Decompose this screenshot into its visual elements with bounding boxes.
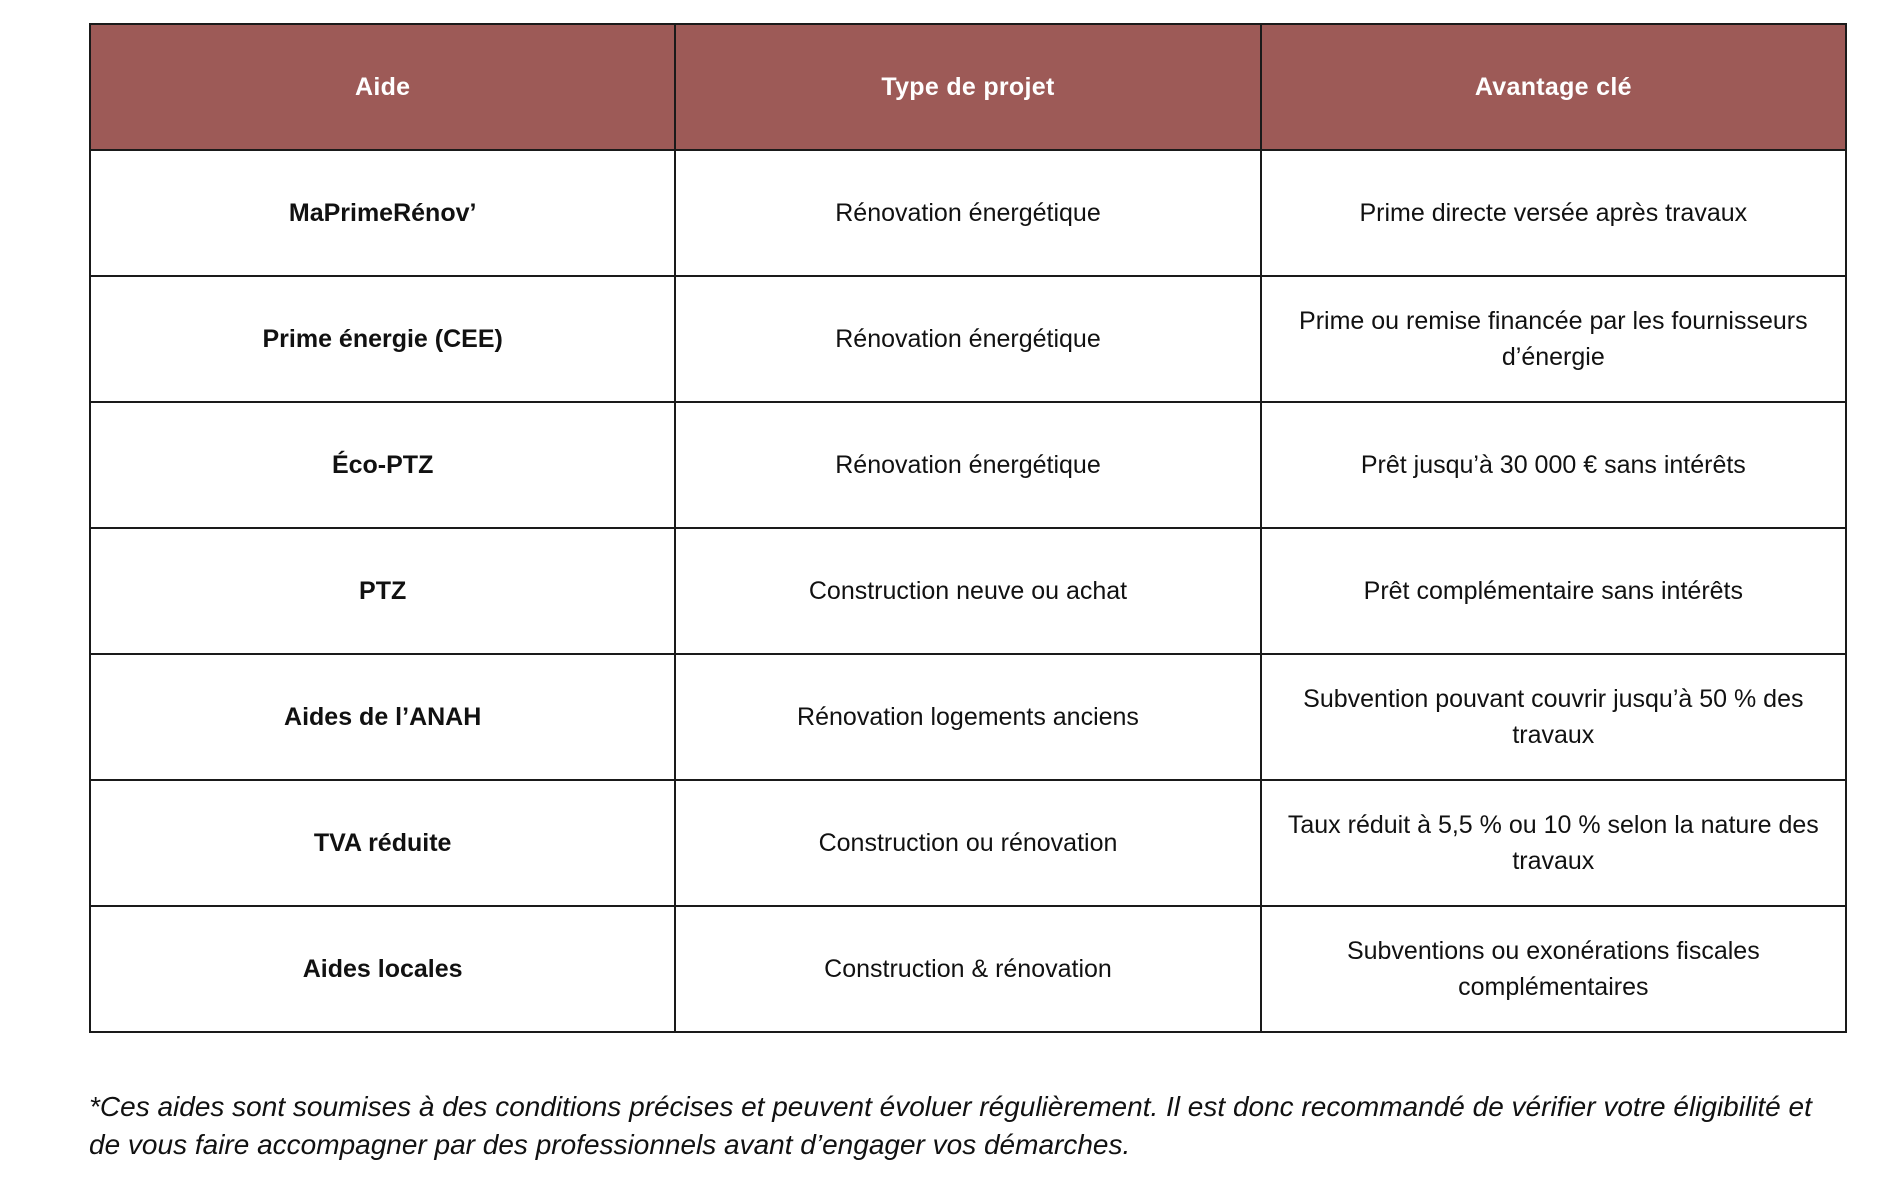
footnote-disclaimer: *Ces aides sont soumises à des conditions précises et peuvent évoluer régulièrement. Il est donc recommandé de vérifier votre éligibilité et de vous faire accompagner par des professionnels avant d’engager vos démarches. [89, 1091, 1812, 1160]
table-row [90, 906, 1846, 1032]
cell-type: Construction & rénovation [675, 906, 1260, 1032]
table-row [90, 276, 1846, 402]
cell-avantage: Prime ou remise financée par les fournisseurs d’énergie [1261, 276, 1846, 402]
table-row [90, 402, 1846, 528]
cell-type: Rénovation énergétique [675, 150, 1260, 276]
cell-avantage: Prêt jusqu’à 30 000 € sans intérêts [1261, 402, 1846, 528]
column-header-aide: Aide [90, 24, 675, 150]
table-row [90, 528, 1846, 654]
cell-type: Rénovation énergétique [675, 402, 1260, 528]
cell-type: Rénovation logements anciens [675, 654, 1260, 780]
aides-table-container [89, 23, 1847, 1033]
table-row [90, 654, 1846, 780]
aides-table [89, 23, 1847, 1033]
cell-avantage: Taux réduit à 5,5 % ou 10 % selon la nature des travaux [1261, 780, 1846, 906]
cell-aide: Éco-PTZ [90, 402, 675, 528]
cell-avantage: Subventions ou exonérations fiscales complémentaires [1261, 906, 1846, 1032]
cell-aide: Aides de l’ANAH [90, 654, 675, 780]
column-header-type-de-projet: Type de projet [675, 24, 1260, 150]
cell-aide: Aides locales [90, 906, 675, 1032]
cell-type: Rénovation énergétique [675, 276, 1260, 402]
cell-aide: MaPrimeRénov’ [90, 150, 675, 276]
table-row [90, 780, 1846, 906]
cell-avantage: Prêt complémentaire sans intérêts [1261, 528, 1846, 654]
cell-aide: Prime énergie (CEE) [90, 276, 675, 402]
cell-avantage: Prime directe versée après travaux [1261, 150, 1846, 276]
table-header-row [90, 24, 1846, 150]
cell-aide: PTZ [90, 528, 675, 654]
cell-type: Construction ou rénovation [675, 780, 1260, 906]
column-header-avantage-cle: Avantage clé [1261, 24, 1846, 150]
cell-type: Construction neuve ou achat [675, 528, 1260, 654]
table-row [90, 150, 1846, 276]
cell-aide: TVA réduite [90, 780, 675, 906]
cell-avantage: Subvention pouvant couvrir jusqu’à 50 % des travaux [1261, 654, 1846, 780]
